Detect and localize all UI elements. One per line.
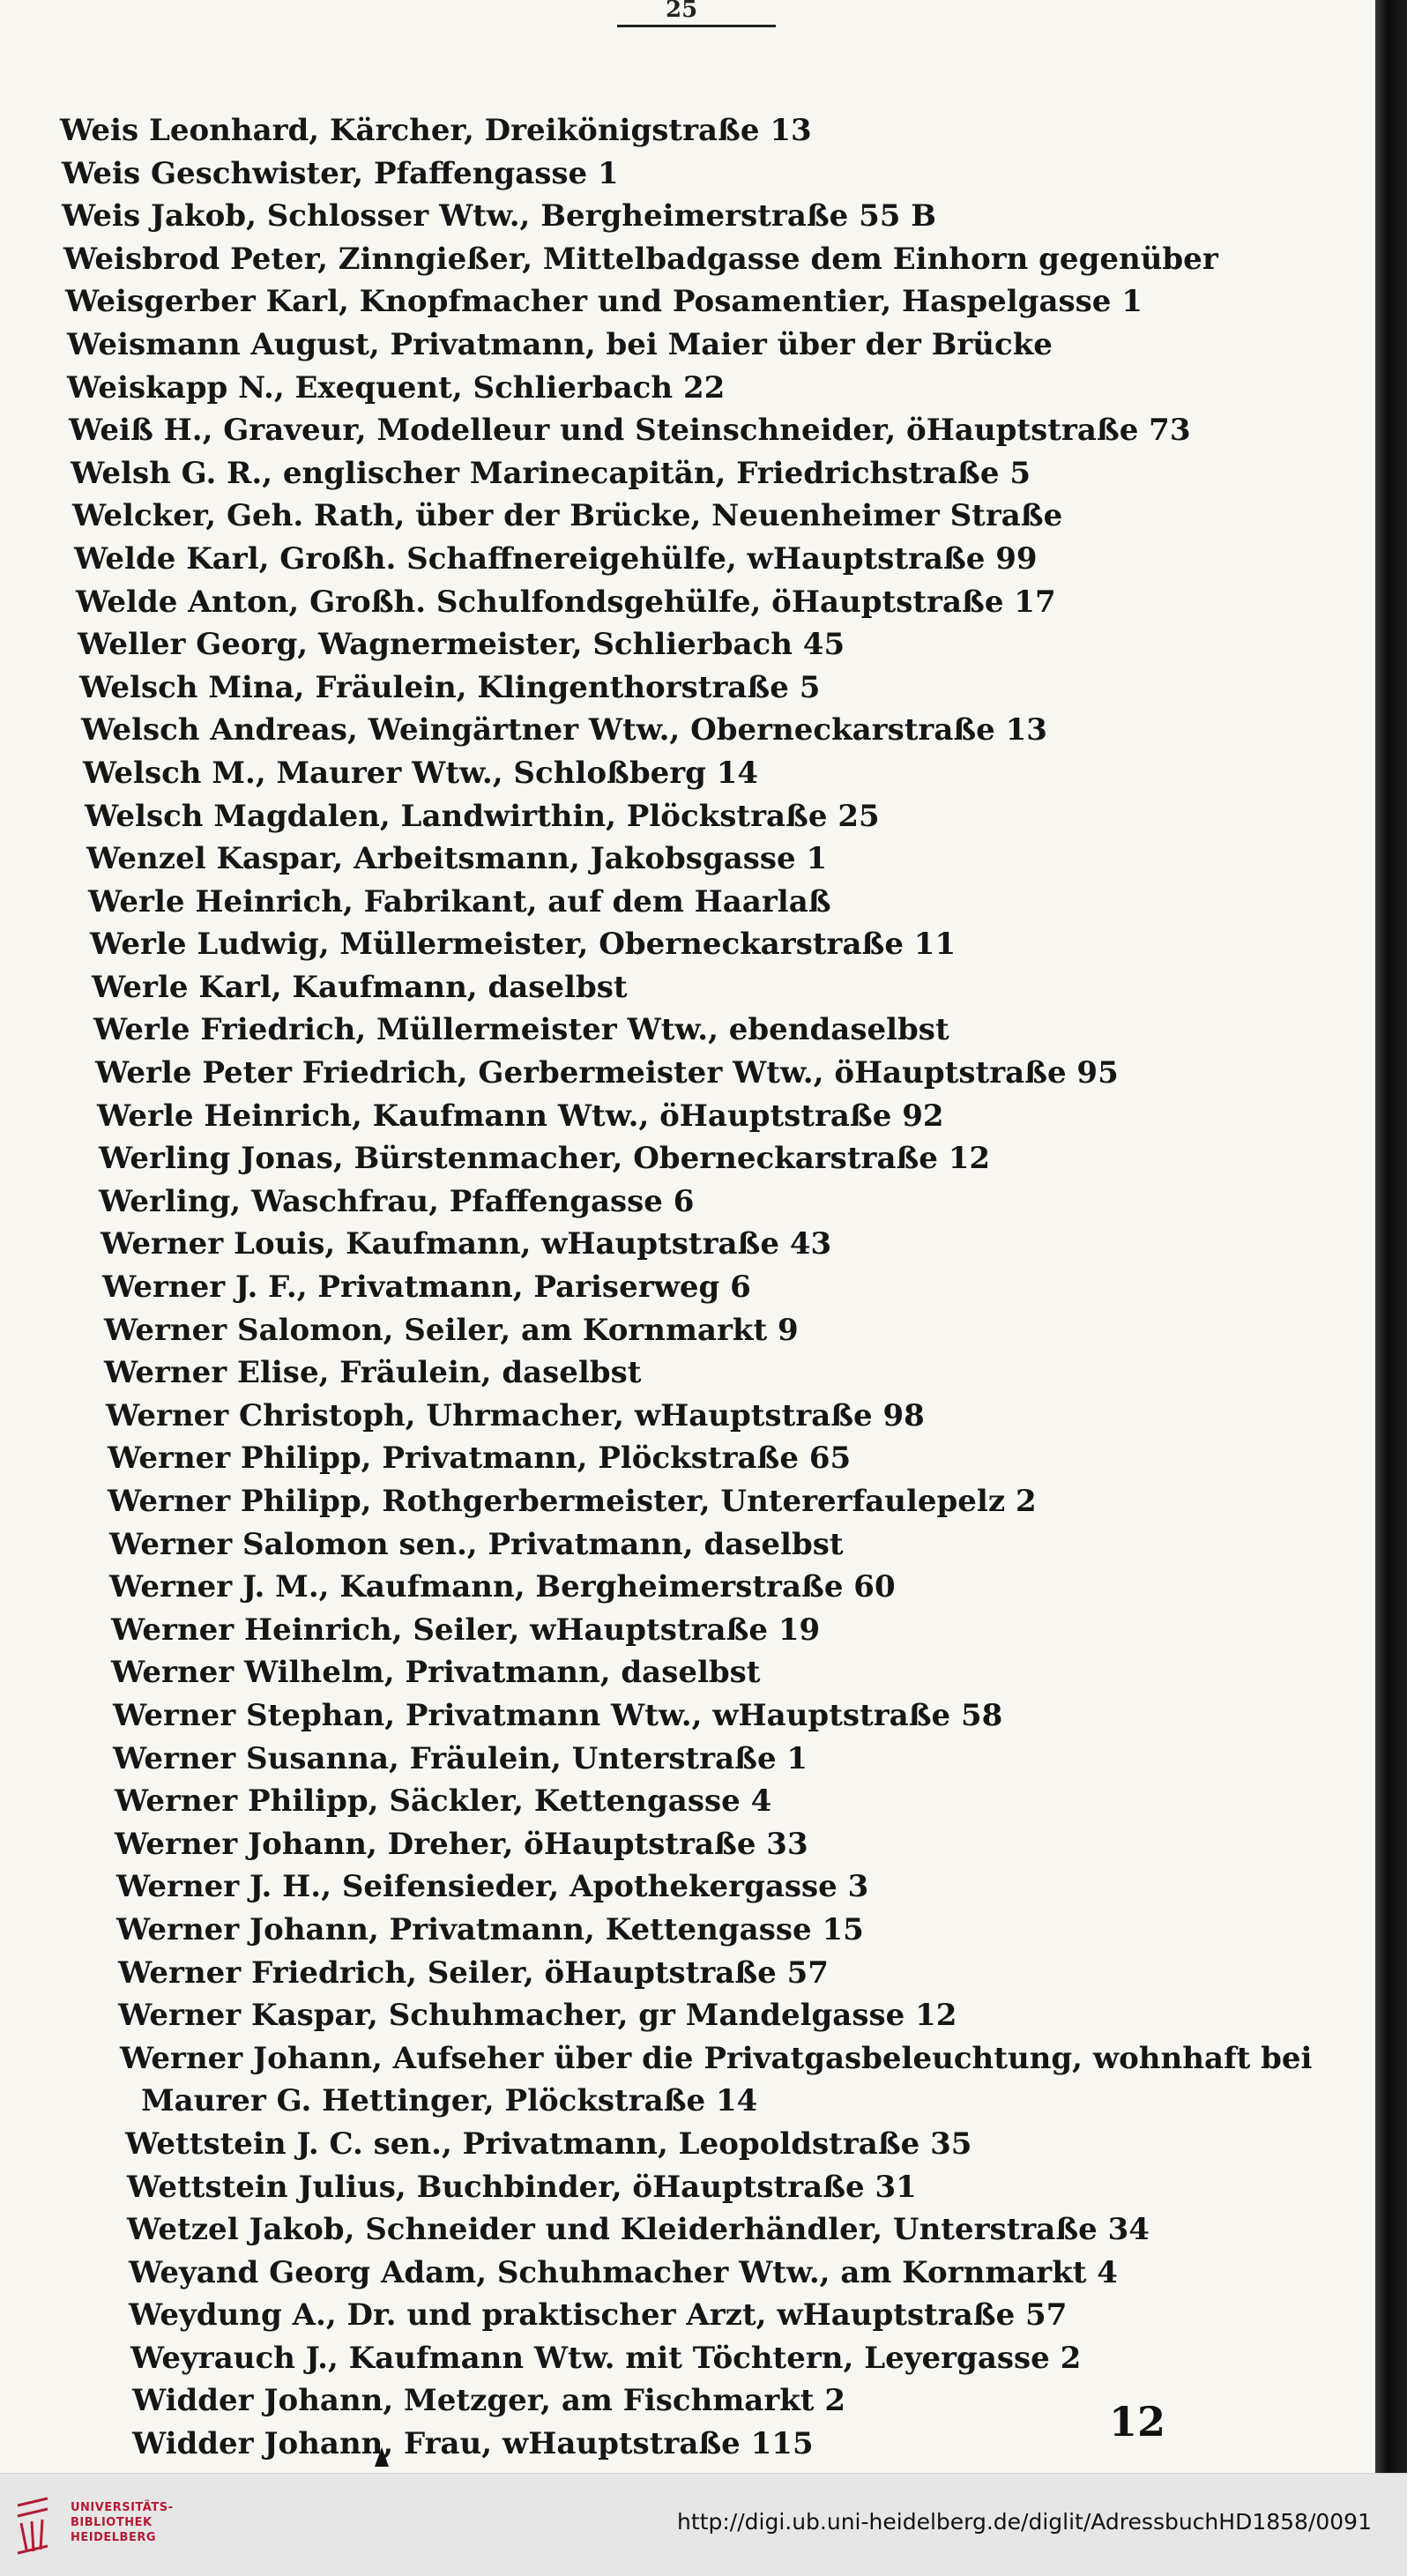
directory-entry: Welde Anton, Großh. Schulfondsgehülfe, öHauptstraße 17	[76, 584, 1056, 620]
directory-entry: Werner Louis, Kaufmann, wHauptstraße 43	[100, 1226, 832, 1262]
directory-entry: Werle Ludwig, Müllermeister, Oberneckarstraße 11	[90, 927, 957, 963]
directory-entry: Welcker, Geh. Rath, über der Brücke, Neuenheimer Straße	[72, 498, 1063, 534]
directory-entry: Welsch M., Maurer Wtw., Schloßberg 14	[83, 755, 759, 791]
source-url-link[interactable]: http://digi.ub.uni-heidelberg.de/diglit/AdressbuchHD1858/0091	[677, 2509, 1372, 2535]
directory-entry: Weydung A., Dr. und praktischer Arzt, wHauptstraße 57	[129, 2297, 1068, 2334]
directory-entry: Werner Johann, Privatmann, Kettengasse 15	[116, 1911, 864, 1947]
directory-entry: Wettstein J. C. sen., Privatmann, Leopoldstraße 35	[125, 2126, 972, 2162]
directory-entry: Werner Philipp, Säckler, Kettengasse 4	[115, 1783, 772, 1820]
directory-entry: Werner Stephan, Privatmann Wtw., wHauptstraße 58	[113, 1697, 1003, 1733]
directory-entry: Werner Christoph, Uhrmacher, wHauptstraße 98	[106, 1397, 925, 1433]
directory-entry: Werner J. H., Seifensieder, Apothekergasse 3	[116, 1869, 869, 1905]
header-fragment: 25	[666, 0, 698, 19]
directory-entry: Werner Philipp, Rothgerbermeister, Untererfaulepelz 2	[108, 1484, 1037, 1519]
directory-entry: Weyrauch J., Kaufmann Wtw. mit Töchtern, Leyergasse 2	[130, 2340, 1082, 2376]
directory-entry: Werner Johann, Aufseher über die Privatgasbeleuchtung, wohnhaft bei	[120, 2040, 1313, 2076]
library-name-line-2: BIBLIOTHEK	[71, 2516, 153, 2529]
directory-entry: Werner Elise, Fräulein, daselbst	[104, 1355, 642, 1391]
library-name[interactable]	[71, 2500, 173, 2545]
directory-entry: Weis Jakob, Schlosser Wtw., Bergheimerstraße 55 B	[62, 198, 937, 235]
directory-entry: Weisgerber Karl, Knopfmacher und Posamentier, Haspelgasse 1	[65, 284, 1143, 320]
directory-entry: Welsch Mina, Fräulein, Klingenthorstraße 5	[79, 669, 821, 705]
directory-entry: Werle Friedrich, Müllermeister Wtw., ebendaselbst	[93, 1012, 949, 1048]
header-rule	[617, 25, 776, 27]
directory-entry: Weiskapp N., Exequent, Schlierbach 22	[67, 369, 726, 406]
directory-entry: Weisbrod Peter, Zinngießer, Mittelbadgasse dem Einhorn gegenüber	[63, 241, 1218, 277]
directory-entry: Werle Heinrich, Kaufmann Wtw., öHauptstraße 92	[97, 1098, 944, 1134]
library-name-line-1: UNIVERSITÄTS-	[71, 2501, 174, 2514]
directory-entry: Weis Geschwister, Pfaffengasse 1	[62, 155, 619, 191]
directory-entry: Weller Georg, Wagnermeister, Schlierbach 45	[78, 627, 845, 663]
directory-entry: Welsch Andreas, Weingärtner Wtw., Oberneckarstraße 13	[81, 712, 1047, 748]
directory-entry: Werner Wilhelm, Privatmann, daselbst	[111, 1655, 761, 1691]
directory-entry: Welsch Magdalen, Landwirthin, Plöckstraße 25	[85, 798, 880, 834]
directory-entry: Werling Jonas, Bürstenmacher, Oberneckarstraße 12	[99, 1141, 991, 1177]
directory-entry: Werner Johann, Dreher, öHauptstraße 33	[115, 1826, 808, 1862]
directory-entry: Werner Salomon sen., Privatmann, daselbst	[109, 1526, 844, 1562]
directory-entry: Wenzel Kaspar, Arbeitsmann, Jakobsgasse 1	[86, 841, 828, 877]
directory-entry: Werner Philipp, Privatmann, Plöckstraße 65	[108, 1441, 852, 1477]
directory-entry: Weis Leonhard, Kärcher, Dreikönigstraße 13	[60, 113, 812, 148]
directory-entry: Werle Peter Friedrich, Gerbermeister Wtw., öHauptstraße 95	[95, 1055, 1119, 1091]
directory-entry: Werle Heinrich, Fabrikant, auf dem Haarlaß	[88, 883, 831, 919]
directory-entry: Widder Johann, Metzger, am Fischmarkt 2	[132, 2383, 845, 2419]
directory-entry: Welsh G. R., englischer Marinecapitän, Friedrichstraße 5	[71, 455, 1031, 491]
library-logo-icon	[14, 2488, 51, 2560]
directory-entry: Widder Johann, Frau, wHauptstraße 115	[132, 2426, 814, 2462]
print-mark	[375, 2447, 389, 2467]
directory-entry: Werner Kaspar, Schuhmacher, gr Mandelgasse 12	[118, 1998, 957, 2034]
directory-entry: Werling, Waschfrau, Pfaffengasse 6	[99, 1183, 695, 1219]
directory-entry: Weyand Georg Adam, Schuhmacher Wtw., am Kornmarkt 4	[129, 2254, 1118, 2290]
page-number: 12	[1109, 2398, 1166, 2446]
directory-entry: Werle Karl, Kaufmann, daselbst	[92, 969, 628, 1005]
library-name-line-3: HEIDELBERG	[71, 2531, 157, 2544]
directory-entry: Maurer G. Hettinger, Plöckstraße 14	[141, 2083, 758, 2119]
directory-entry: Weiß H., Graveur, Modelleur und Steinschneider, öHauptstraße 73	[69, 413, 1191, 449]
directory-entry: Werner J. M., Kaufmann, Bergheimerstraße 60	[109, 1569, 896, 1605]
directory-entries	[0, 109, 1375, 2508]
directory-entry: Wetzel Jakob, Schneider und Kleiderhändler, Unterstraße 34	[127, 2212, 1150, 2248]
directory-entry: Weismann August, Privatmann, bei Maier über der Brücke	[67, 326, 1053, 362]
directory-entry: Werner J. F., Privatmann, Pariserweg 6	[102, 1269, 751, 1306]
directory-entry: Wettstein Julius, Buchbinder, öHauptstraße 31	[127, 2169, 917, 2205]
directory-entry: Werner Friedrich, Seiler, öHauptstraße 57	[118, 1954, 829, 1991]
directory-entry: Welde Karl, Großh. Schaffnereigehülfe, wHauptstraße 99	[74, 540, 1038, 577]
scan-edge	[1375, 0, 1407, 2473]
directory-entry: Werner Susanna, Fräulein, Unterstraße 1	[113, 1740, 808, 1776]
directory-entry: Werner Salomon, Seiler, am Kornmarkt 9	[104, 1312, 799, 1348]
directory-entry: Werner Heinrich, Seiler, wHauptstraße 19	[111, 1612, 821, 1648]
